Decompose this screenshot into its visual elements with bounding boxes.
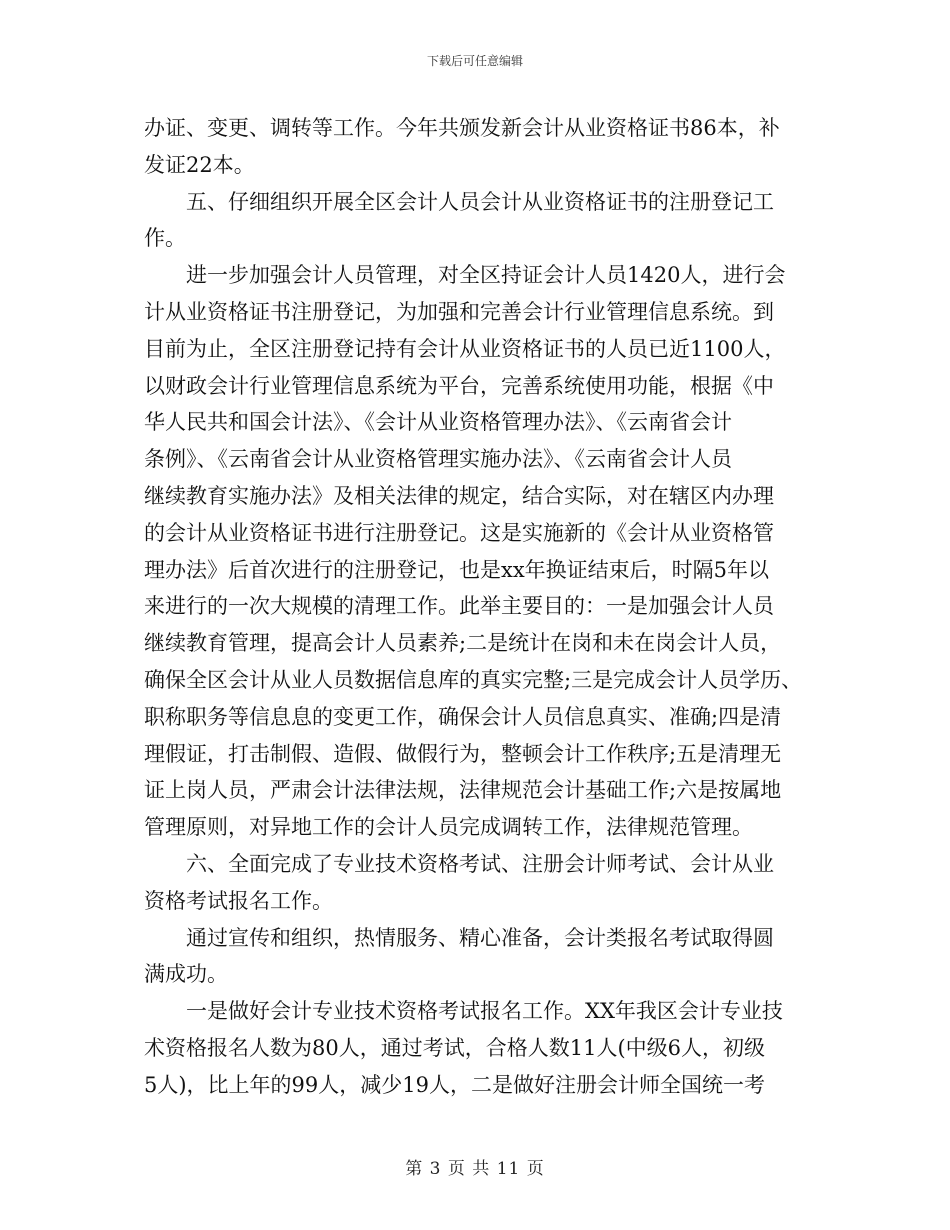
text-line: 目前为止，全区注册登记持有会计从业资格证书的人员已近1100人， bbox=[144, 336, 786, 361]
section-heading-line: 五、仔细组织开展全区会计人员会计从业资格证书的注册登记工 bbox=[186, 189, 774, 214]
section-heading-line: 作。 bbox=[144, 226, 186, 251]
text-line: 的会计从业资格证书进行注册登记。这是实施新的《会计从业资格管 bbox=[144, 520, 774, 545]
text-line: 继续教育管理，提高会计人员素养;二是统计在岗和未在岗会计人员， bbox=[144, 631, 782, 656]
text-line: 计从业资格证书注册登记，为加强和完善会计行业管理信息系统。到 bbox=[144, 299, 774, 324]
text-line: 管理原则，对异地工作的会计人员完成调转工作，法律规范管理。 bbox=[144, 815, 753, 840]
text-line: 理假证，打击制假、造假、做假行为，整顿会计工作秩序;五是清理无 bbox=[144, 741, 782, 766]
text-line: 来进行的一次大规模的清理工作。此举主要目的：一是加强会计人员 bbox=[144, 594, 774, 619]
section-heading-line: 资格考试报名工作。 bbox=[144, 888, 333, 913]
text-line: 5人)，比上年的99人，减少19人，二是做好注册会计师全国统一考 bbox=[144, 1072, 765, 1097]
page-footer: 第 3 页 共 11 页 bbox=[405, 1159, 545, 1179]
section-heading-line: 六、全面完成了专业技术资格考试、注册会计师考试、会计从业 bbox=[186, 851, 774, 876]
text-line: 条例》、《云南省会计从业资格管理实施办法》、《云南省会计人员 bbox=[144, 447, 732, 472]
text-line: 确保全区会计从业人员数据信息库的真实完整;三是完成会计人员学历、 bbox=[144, 667, 803, 692]
text-line: 办证、变更、调转等工作。今年共颁发新会计从业资格证书86本，补 bbox=[144, 116, 780, 140]
text-line: 以财政会计行业管理信息系统为平台，完善系统使用功能，根据《中 bbox=[144, 373, 774, 398]
document-body bbox=[144, 110, 814, 1104]
text-line: 满成功。 bbox=[144, 962, 228, 987]
text-line: 职称职务等信息息的变更工作，确保会计人员信息真实、准确;四是清 bbox=[144, 704, 782, 729]
page-header: 下载后可任意编辑 bbox=[426, 54, 523, 68]
text-line: 继续教育实施办法》及相关法律的规定，结合实际，对在辖区内办理 bbox=[144, 483, 774, 508]
text-line: 一是做好会计专业技术资格考试报名工作。XX年我区会计专业技 bbox=[186, 999, 783, 1024]
text-line: 华人民共和国会计法》、《会计从业资格管理办法》、《云南省会计 bbox=[144, 410, 732, 435]
text-line: 发证22本。 bbox=[144, 152, 255, 177]
text-line: 术资格报名人数为80人，通过考试，合格人数11人(中级6人，初级 bbox=[144, 1035, 765, 1060]
text-line: 理办法》后首次进行的注册登记，也是xx年换证结束后，时隔5年以 bbox=[144, 557, 770, 582]
text-line: 进一步加强会计人员管理，对全区持证会计人员1420人，进行会 bbox=[186, 263, 786, 288]
text-line: 证上岗人员，严肃会计法律法规，法律规范会计基础工作;六是按属地 bbox=[144, 778, 782, 803]
text-line: 通过宣传和组织，热情服务、精心准备，会计类报名考试取得圆 bbox=[186, 925, 774, 950]
